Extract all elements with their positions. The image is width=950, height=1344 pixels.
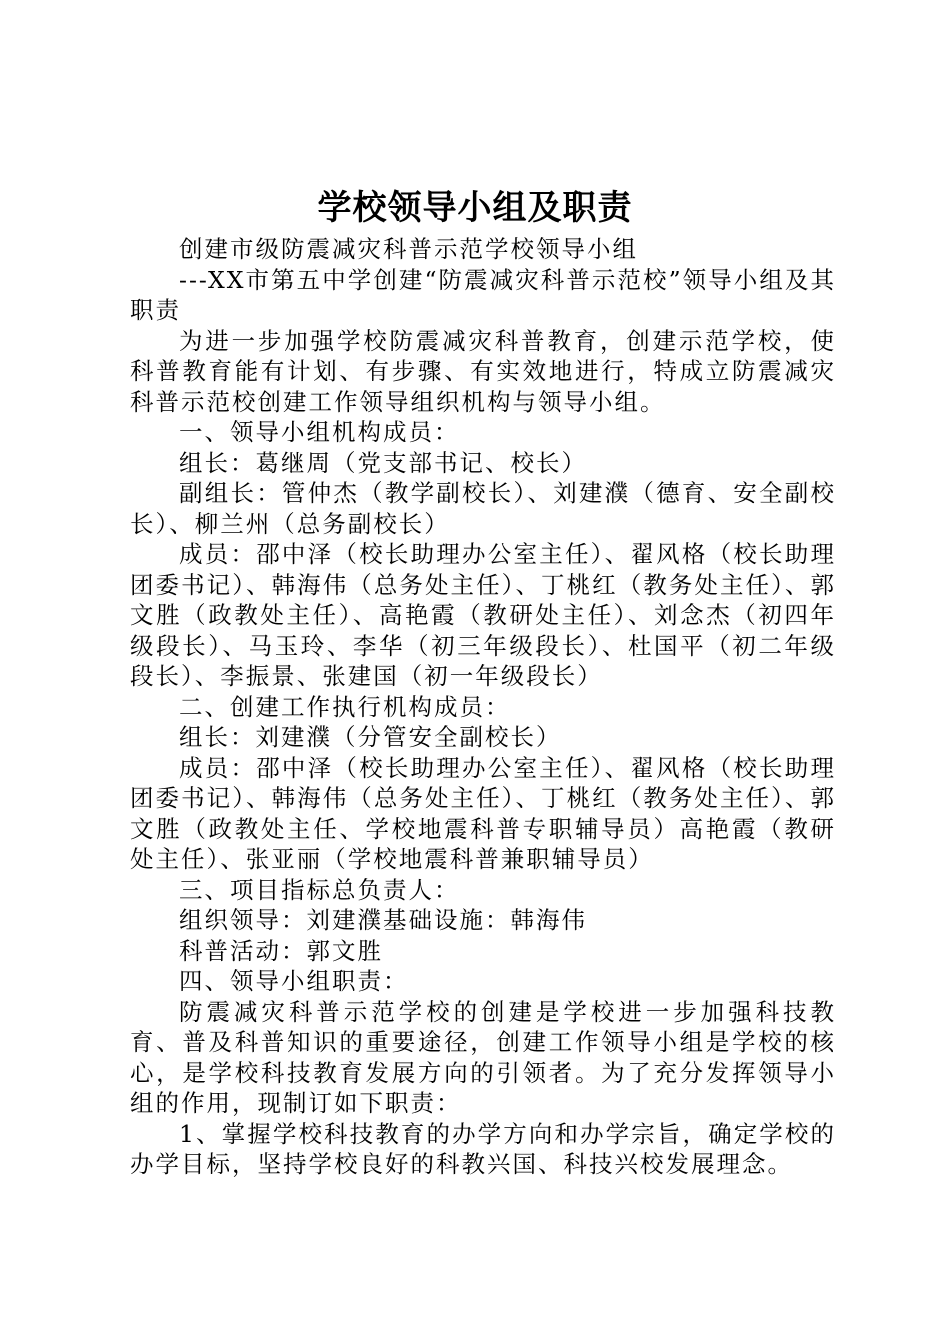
paragraph-subtitle: 创建市级防震减灾科普示范学校领导小组 xyxy=(179,235,638,263)
section-heading-responsibilities: 四、领导小组职责： xyxy=(179,967,409,995)
section-heading-project-owners: 三、项目指标总负责人： xyxy=(179,875,460,904)
paragraph-school-heading: ---XX市第五中学创建“防震减灾科普示范校”领导小组及其职责 xyxy=(130,265,836,324)
document-body xyxy=(130,234,836,1180)
document-title: 学校领导小组及职责 xyxy=(317,188,633,228)
paragraph-responsibilities-intro: 防震减灾科普示范学校的创建是学校进一步加强科技教育、普及科普知识的重要途径，创建工作领导小组是学校的核心，是学校科技教育发展方向的引领者。为了充分发挥领导小组的作用，现制订如下职责： xyxy=(130,997,836,1117)
section-heading-execution-members: 二、创建工作执行机构成员： xyxy=(179,692,511,721)
paragraph-intro: 为进一步加强学校防震减灾科普教育，创建示范学校，使科普教育能有计划、有步骤、有实效地进行，特成立防震减灾科普示范校创建工作领导组织机构与领导小组。 xyxy=(130,326,836,416)
paragraph-science-activities: 科普活动：郭文胜 xyxy=(179,936,383,965)
paragraph-members: 成员：邵中泽（校长助理办公室主任）、翟风格（校长助理团委书记）、韩海伟（总务处主任）、丁桃红（教务处主任）、郭文胜（政教处主任）、高艳霞（教研处主任）、刘念杰（初四年级段长）、马玉玲、李华（初三年级段长）、杜国平（初二年级段长）、李振景、张建国（初一年级段长） xyxy=(130,540,836,690)
paragraph-deputy-leaders: 副组长：管仲杰（教学副校长）、刘建濮（德育、安全副校长）、柳兰州（总务副校长） xyxy=(130,479,836,538)
paragraph-responsibility-1: 1、掌握学校科技教育的办学方向和办学宗旨，确定学校的办学目标，坚持学校良好的科教兴国、科技兴校发展理念。 xyxy=(130,1119,836,1178)
paragraph-leader: 组长：葛继周（党支部书记、校长） xyxy=(179,448,587,477)
paragraph-execution-members: 成员：邵中泽（校长助理办公室主任）、翟风格（校长助理团委书记）、韩海伟（总务处主任）、丁桃红（教务处主任）、郭文胜（政教处主任、学校地震科普专职辅导员）高艳霞（教研处主任）、张亚丽（学校地震科普兼职辅导员） xyxy=(130,753,836,873)
paragraph-organization-infrastructure: 组织领导：刘建濮基础设施：韩海伟 xyxy=(179,906,587,934)
section-heading-leadership-members: 一、领导小组机构成员： xyxy=(179,418,460,446)
paragraph-execution-leader: 组长：刘建濮（分管安全副校长） xyxy=(179,723,562,751)
